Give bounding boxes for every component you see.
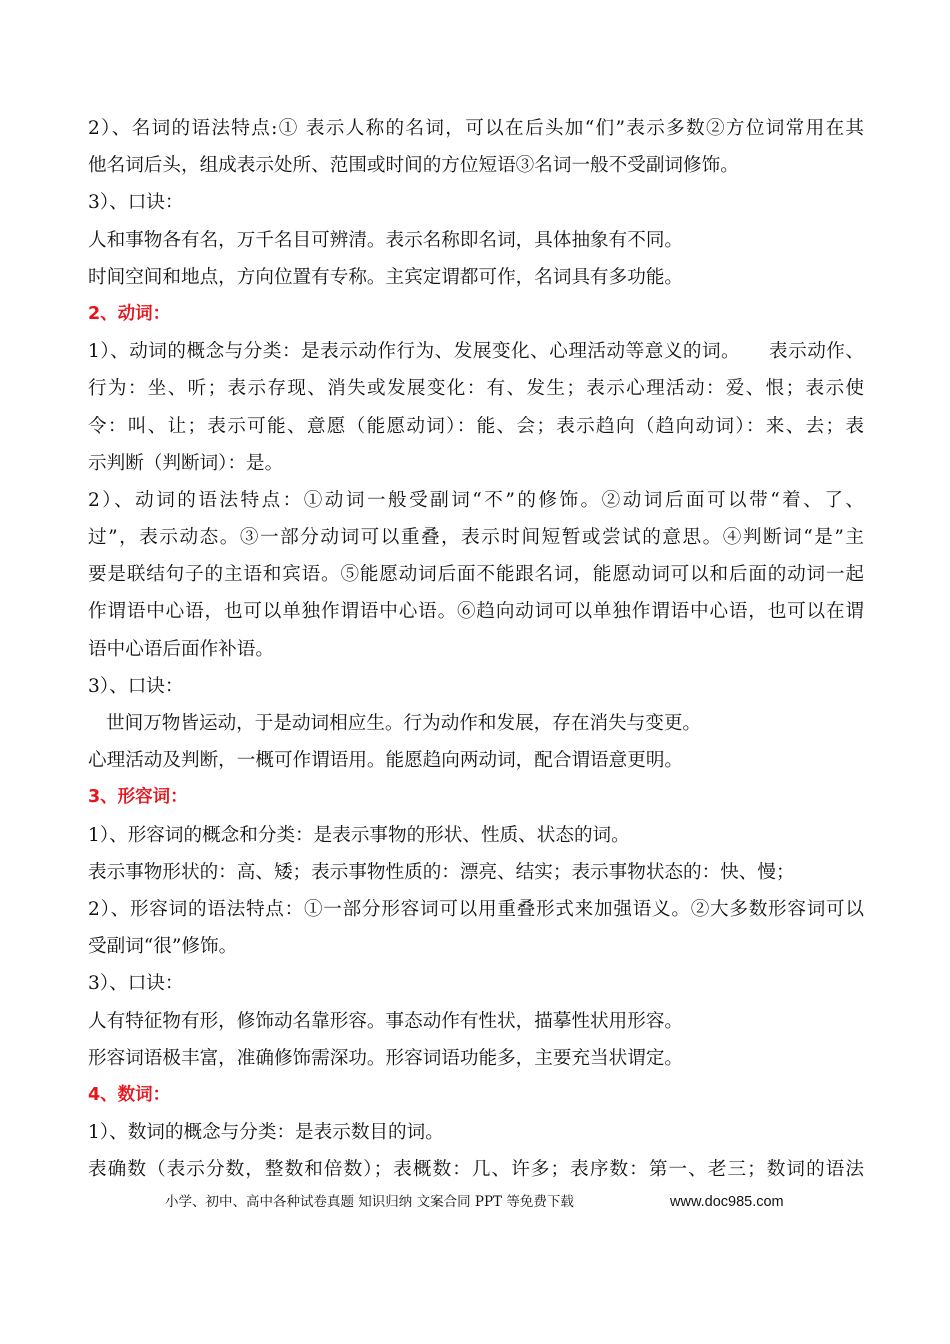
document-body <box>88 110 864 1188</box>
text-line: 人和事物各有名，万千名目可辨清。表示名称即名词，具体抽象有不同。 <box>88 229 684 251</box>
text-line: 人有特征物有形，修饰动名靠形容。事态动作有性状，描摹性状用形容。 <box>88 1010 684 1032</box>
section-heading: 4、数词： <box>88 1084 171 1105</box>
text-line: 语中心语后面作补语。 <box>88 638 274 660</box>
text-line: 世间万物皆运动，于是动词相应生。行为动作和发展，存在消失与变更。 <box>106 713 702 734</box>
text-line: 3）、口诀： <box>88 675 184 697</box>
text-line: 示判断（判断词）：是。 <box>88 452 284 474</box>
text-line: 3）、口诀： <box>88 973 184 995</box>
text-line: 2）、名词的语法特点:① 表示人称的名词，可以在后头加“们”表示多数②方位词常用在其 <box>88 118 864 139</box>
text-line: 要是联结句子的主语和宾语。⑤能愿动词后面不能跟名词，能愿动词可以和后面的动词一起 <box>88 564 864 586</box>
text-line: 形容词语极丰富，准确修饰需深功。形容词语功能多，主要充当状谓定。 <box>88 1047 684 1069</box>
page-footer <box>0 1190 950 1214</box>
text-line: 表示事物形状的：高、矮；表示事物性质的：漂亮、结实；表示事物状态的：快、慢； <box>88 861 795 883</box>
footer-promo-text: 小学、初中、高中各种试卷真题 知识归纳 文案合同 PPT 等免费下载 <box>165 1194 574 1210</box>
text-line: 1）、动词的概念与分类：是表示动作行为、发展变化、心理活动等意义的词。 表示动作、 <box>88 341 864 363</box>
text-line: 1）、数词的概念与分类：是表示数目的词。 <box>88 1122 444 1144</box>
text-line: 令：叫、让；表示可能、意愿（能愿动词）：能、会；表示趋向（趋向动词）：来、去；表 <box>88 415 864 437</box>
text-line: 1）、形容词的概念和分类：是表示事物的形状、性质、状态的词。 <box>88 824 630 846</box>
text-line: 行为：坐、听；表示存现、消失或发展变化：有、发生；表示心理活动：爱、恨；表示使 <box>88 378 864 400</box>
text-line: 3）、口诀： <box>88 192 184 214</box>
text-line: 2）、动词的语法特点：①动词一般受副词“不”的修饰。②动词后面可以带“着、了、 <box>88 489 864 511</box>
section-heading: 3、形容词： <box>88 787 188 808</box>
text-line: 表确数（表示分数，整数和倍数）；表概数：几、许多；表序数：第一、老三；数词的语法 <box>88 1159 864 1181</box>
text-line: 心理活动及判断，一概可作谓语用。能愿趋向两动词，配合谓语意更明。 <box>88 750 684 772</box>
text-line: 2）、形容词的语法特点：①一部分形容词可以用重叠形式来加强语义。②大多数形容词可以 <box>88 898 864 920</box>
text-line: 过”，表示动态。③一部分动词可以重叠，表示时间短暂或尝试的意思。④判断词“是”主 <box>88 527 864 549</box>
footer-website-link[interactable]: www.doc985.com <box>670 1194 784 1210</box>
text-line: 时间空间和地点，方向位置有专称。主宾定谓都可作，名词具有多功能。 <box>88 266 684 288</box>
text-line: 他名词后头，组成表示处所、范围或时间的方位短语③名词一般不受副词修饰。 <box>88 155 739 177</box>
text-line: 受副词“很”修饰。 <box>88 936 238 958</box>
text-line: 作谓语中心语，也可以单独作谓语中心语。⑥趋向动词可以单独作谓语中心语，也可以在谓 <box>88 601 864 623</box>
section-heading: 2、动词： <box>88 303 171 324</box>
